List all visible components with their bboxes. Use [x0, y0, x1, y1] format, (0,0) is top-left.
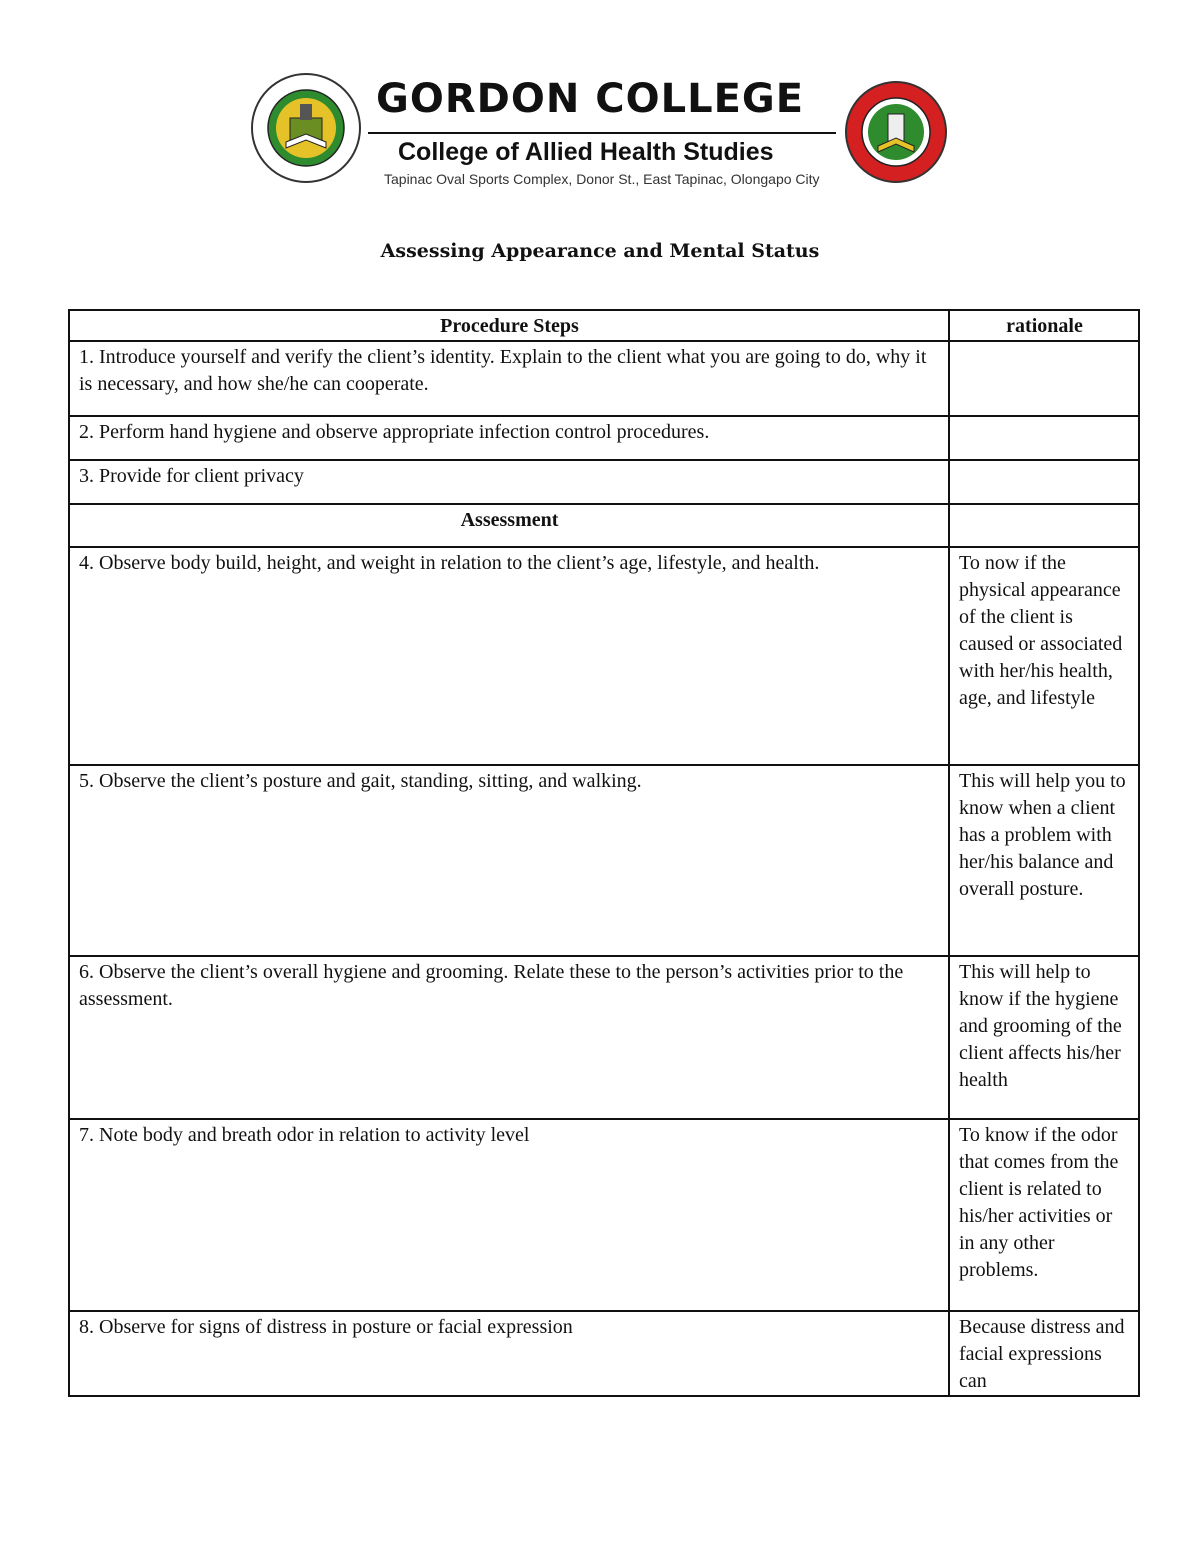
college-name: GORDON COLLEGE	[376, 76, 805, 122]
rationale-cell	[949, 341, 1139, 416]
college-address: Tapinac Oval Sports Complex, Donor St., East Tapinac, Olongapo City	[384, 171, 820, 187]
rationale-cell: To now if the physical appearance of the client is caused or associated with her/his health, age, and lifestyle	[949, 547, 1139, 765]
rationale-cell	[949, 416, 1139, 460]
table-row	[69, 341, 1139, 416]
header-rule	[368, 132, 836, 134]
rationale-cell	[949, 460, 1139, 504]
rationale-cell: Because distress and facial expressions can	[949, 1311, 1139, 1396]
table-row	[69, 956, 1139, 1119]
college-seal-right	[844, 80, 948, 184]
college-subunit: College of Allied Health Studies	[398, 138, 774, 166]
table-row	[69, 765, 1139, 956]
step-cell: 4. Observe body build, height, and weight in relation to the client’s age, lifestyle, and health.	[69, 547, 949, 765]
table-row	[69, 1119, 1139, 1311]
rationale-cell: This will help to know if the hygiene and grooming of the client affects his/her health	[949, 956, 1139, 1119]
section-row	[69, 504, 1139, 547]
procedure-table	[68, 309, 1140, 1397]
rationale-cell: To know if the odor that comes from the client is related to his/her activities or in any other problems.	[949, 1119, 1139, 1311]
step-cell: 6. Observe the client’s overall hygiene and grooming. Relate these to the person’s activities prior to the assessment.	[69, 956, 949, 1119]
step-cell: 2. Perform hand hygiene and observe appropriate infection control procedures.	[69, 416, 949, 460]
document-title: Assessing Appearance and Mental Status	[380, 240, 820, 262]
step-cell: 7. Note body and breath odor in relation to activity level	[69, 1119, 949, 1311]
table-row	[69, 547, 1139, 765]
header-procedure-steps: Procedure Steps	[69, 310, 949, 341]
header-rationale: rationale	[949, 310, 1139, 341]
table-header-row	[69, 310, 1139, 341]
step-cell: 8. Observe for signs of distress in posture or facial expression	[69, 1311, 949, 1396]
table-row	[69, 1311, 1139, 1396]
table-row	[69, 460, 1139, 504]
rationale-cell: This will help you to know when a client has a problem with her/his balance and overall posture.	[949, 765, 1139, 956]
section-heading-assessment: Assessment	[69, 504, 949, 547]
step-cell: 1. Introduce yourself and verify the client’s identity. Explain to the client what you are going to do, why it is necessary, and how she/he can cooperate.	[69, 341, 949, 416]
step-cell: 5. Observe the client’s posture and gait, standing, sitting, and walking.	[69, 765, 949, 956]
rationale-cell	[949, 504, 1139, 547]
college-seal-left	[250, 72, 362, 184]
table-row	[69, 416, 1139, 460]
step-cell: 3. Provide for client privacy	[69, 460, 949, 504]
